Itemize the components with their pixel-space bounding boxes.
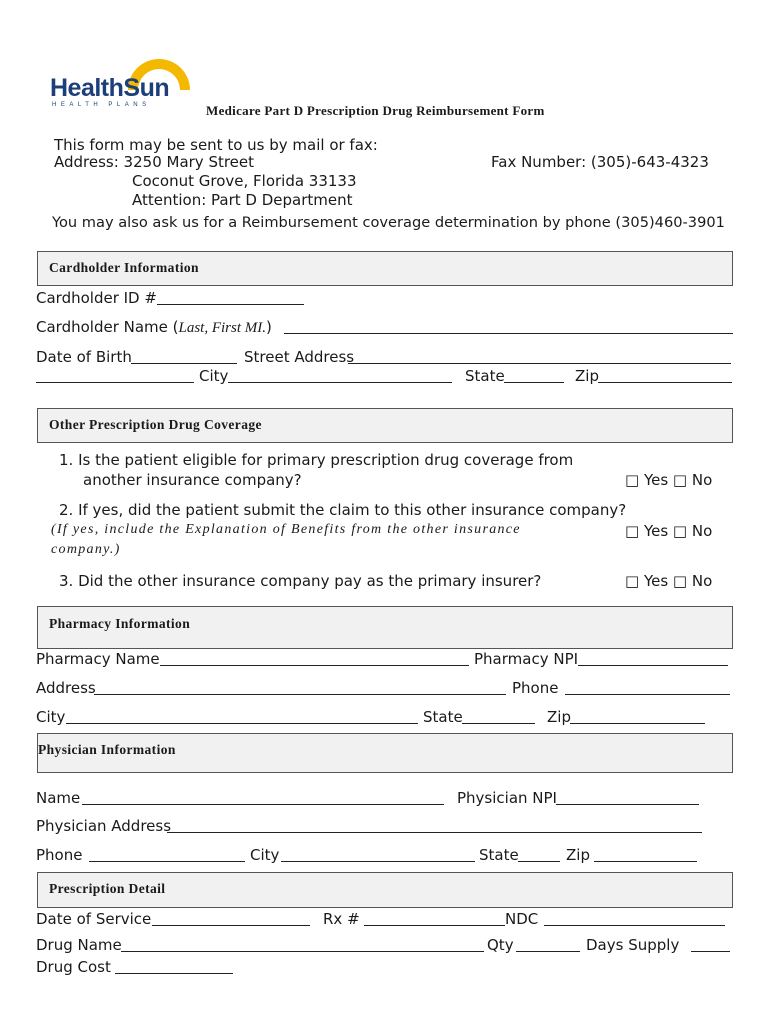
q1-yes-no[interactable]: □ Yes □ No <box>625 471 713 489</box>
section-title: Physician Information <box>38 742 176 757</box>
logo-brand: HealthSun <box>50 74 170 102</box>
question-1: 1. Is the patient eligible for primary prescription drug coverage from <box>59 451 574 469</box>
days-supply-label: Days Supply <box>586 936 680 954</box>
pharmacy-zip-field[interactable] <box>570 723 705 724</box>
intro-attention: Attention: Part D Department <box>132 191 353 209</box>
pharmacy-name-field[interactable] <box>160 665 469 666</box>
ndc-field[interactable] <box>544 925 725 926</box>
pharmacy-city-label: City <box>36 708 66 726</box>
intro-city: Coconut Grove, Florida 33133 <box>132 172 357 190</box>
pharmacy-address-field[interactable] <box>94 694 506 695</box>
state-label: State <box>465 367 505 385</box>
intro-phone-line: You may also ask us for a Reimbursement coverage determination by phone (305)460-3901 <box>52 214 725 231</box>
cardholder-name-label: Cardholder Name (Last, First MI.) <box>36 318 272 336</box>
physician-state-field[interactable] <box>518 861 560 862</box>
healthsun-logo <box>50 56 170 108</box>
rx-field[interactable] <box>364 925 505 926</box>
physician-phone-label: Phone <box>36 846 83 864</box>
section-prescription <box>37 872 733 908</box>
rx-label: Rx # <box>323 910 360 928</box>
street-line2-field[interactable] <box>36 382 194 383</box>
physician-zip-label: Zip <box>566 846 590 864</box>
physician-npi-label: Physician NPI <box>457 789 557 807</box>
drug-cost-label: Drug Cost <box>36 958 111 976</box>
physician-city-label: City <box>250 846 280 864</box>
pharmacy-state-field[interactable] <box>462 723 535 724</box>
qty-field[interactable] <box>516 951 580 952</box>
pharmacy-city-field[interactable] <box>66 723 418 724</box>
question-2: 2. If yes, did the patient submit the claim to this other insurance company? <box>59 501 627 519</box>
qty-label: Qty <box>487 936 514 954</box>
physician-npi-field[interactable] <box>556 804 699 805</box>
pharmacy-state-label: State <box>423 708 463 726</box>
street-field[interactable] <box>348 363 731 364</box>
pharmacy-address-label: Address <box>36 679 96 697</box>
question-2-note: (If yes, include the Explanation of Benefits from the other insurance <box>51 522 521 537</box>
physician-address-label: Physician Address <box>36 817 172 835</box>
form-title: Medicare Part D Prescription Drug Reimbursement Form <box>206 103 545 118</box>
pharmacy-name-label: Pharmacy Name <box>36 650 160 668</box>
question-2-note-cont: company.) <box>51 542 121 557</box>
intro-address: Address: 3250 Mary Street <box>54 153 255 171</box>
physician-name-field[interactable] <box>82 804 444 805</box>
zip-label: Zip <box>575 367 599 385</box>
physician-name-label: Name <box>36 789 81 807</box>
days-supply-field[interactable] <box>691 951 730 952</box>
drug-name-field[interactable] <box>121 951 484 952</box>
q3-yes-no[interactable]: □ Yes □ No <box>625 572 713 590</box>
cardholder-id-field[interactable] <box>157 304 304 305</box>
pharmacy-npi-label: Pharmacy NPI <box>474 650 579 668</box>
intro-fax: Fax Number: (305)-643-4323 <box>491 153 709 171</box>
section-title: Other Prescription Drug Coverage <box>49 417 262 432</box>
cardholder-id-label: Cardholder ID # <box>36 289 157 307</box>
date-of-service-field[interactable] <box>152 925 310 926</box>
section-physician <box>37 733 733 773</box>
state-field[interactable] <box>504 382 564 383</box>
drug-name-label: Drug Name <box>36 936 122 954</box>
dob-field[interactable] <box>131 363 237 364</box>
section-title: Pharmacy Information <box>49 616 191 631</box>
section-cardholder <box>37 251 733 286</box>
date-of-service-label: Date of Service <box>36 910 152 928</box>
city-field[interactable] <box>228 382 452 383</box>
drug-cost-field[interactable] <box>115 973 233 974</box>
question-3: 3. Did the other insurance company pay as the primary insurer? <box>59 572 542 590</box>
q2-yes-no[interactable]: □ Yes □ No <box>625 522 713 540</box>
section-title: Cardholder Information <box>49 260 199 275</box>
section-pharmacy <box>37 606 733 649</box>
street-label: Street Address <box>244 348 355 366</box>
physician-city-field[interactable] <box>281 861 475 862</box>
cardholder-name-field[interactable] <box>284 333 733 334</box>
physician-address-field[interactable] <box>167 832 702 833</box>
question-1-cont: another insurance company? <box>83 471 302 489</box>
pharmacy-npi-field[interactable] <box>578 665 728 666</box>
intro-line: This form may be sent to us by mail or fax: <box>54 136 378 154</box>
pharmacy-phone-field[interactable] <box>565 694 730 695</box>
pharmacy-phone-label: Phone <box>512 679 559 697</box>
physician-state-label: State <box>479 846 519 864</box>
dob-label: Date of Birth <box>36 348 132 366</box>
section-title: Prescription Detail <box>49 881 166 896</box>
city-label: City <box>199 367 229 385</box>
zip-field[interactable] <box>598 382 732 383</box>
physician-phone-field[interactable] <box>89 861 245 862</box>
logo-tagline: HEALTH PLANS <box>52 102 151 108</box>
section-other-coverage <box>37 408 733 443</box>
pharmacy-zip-label: Zip <box>547 708 571 726</box>
physician-zip-field[interactable] <box>594 861 697 862</box>
ndc-label: NDC <box>505 910 539 928</box>
